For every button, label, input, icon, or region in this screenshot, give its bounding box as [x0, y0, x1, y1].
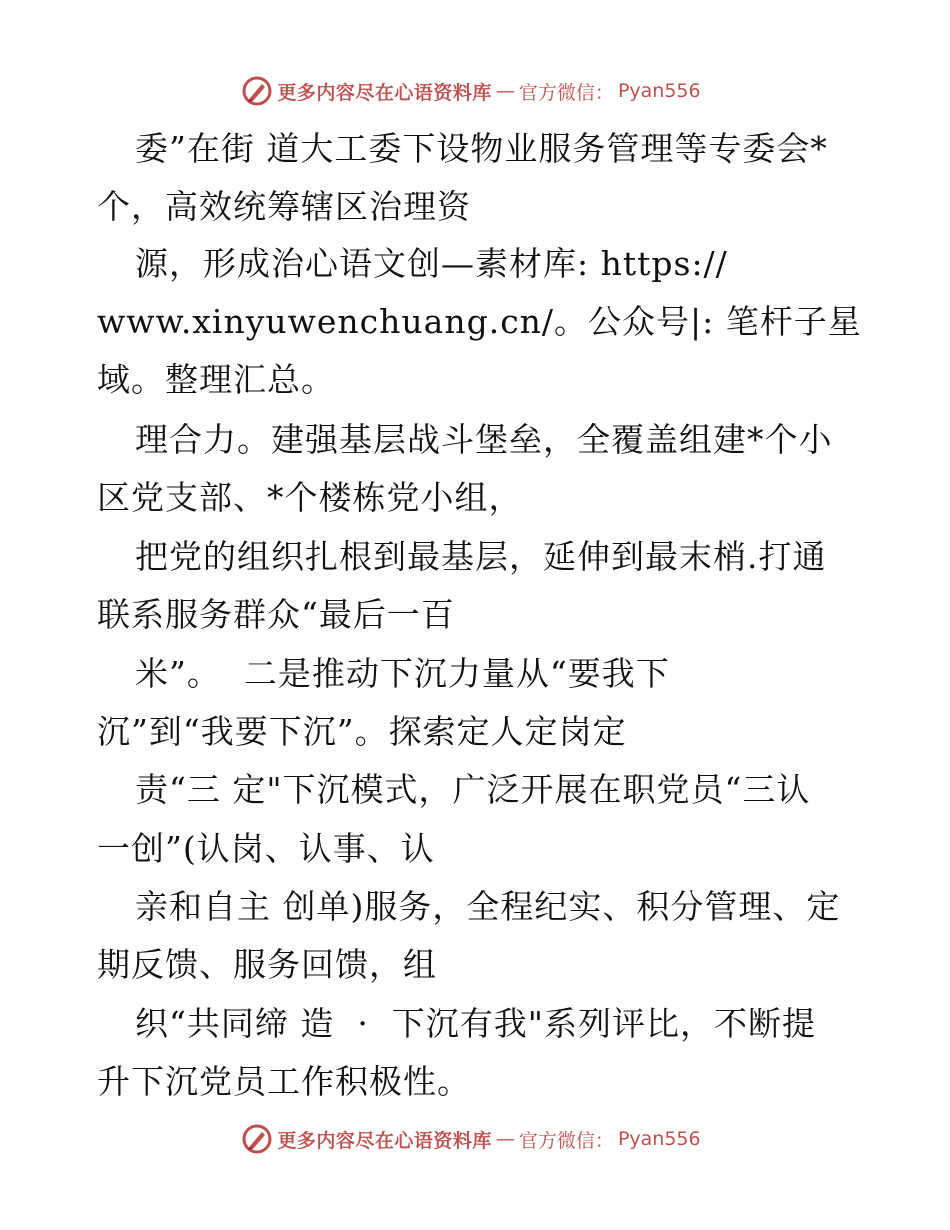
- body-line: 区党支部、*个楼栋党小组，: [97, 478, 523, 517]
- body-line: 织“共同缔 造 · 下沉有我"系列评比，不断提: [135, 1004, 816, 1043]
- body-line: 联系服务群众“最后一百: [97, 595, 455, 634]
- header-watermark: [0, 71, 950, 111]
- body-line: 米”。 二是推动下沉力量从“要我下: [135, 654, 670, 693]
- body-line: 域。整理汇总。: [97, 360, 335, 399]
- body-line: 一创”(认岗、认事、认: [97, 829, 435, 868]
- body-line: 源，形成治心语文创—素材库: https://: [135, 244, 728, 283]
- watermark-wechat-id: Pyan556: [617, 80, 701, 102]
- watermark-wechat-id: Pyan556: [617, 1128, 701, 1150]
- body-line: 个，高效统筹辖区治理资: [97, 187, 471, 226]
- pen-logo-icon: [241, 1123, 273, 1155]
- body-line: 沉”到“我要下沉”。探索定人定岗定: [97, 712, 627, 751]
- body-line: 把党的组织扎根到最基层，延伸到最末梢.打通: [135, 537, 827, 576]
- watermark-text: 更多内容尽在心语资料库: [277, 1129, 492, 1152]
- watermark-wechat-label: 官方微信：: [518, 81, 614, 104]
- watermark-dash: —: [495, 80, 515, 102]
- watermark-wechat-label: 官方微信：: [518, 1129, 614, 1152]
- body-line: 责“三 定"下沉模式，广泛开展在职党员“三认: [135, 770, 811, 809]
- body-line: 委”在街 道大工委下设物业服务管理等专委会*: [135, 129, 828, 168]
- body-line: 理合力。建强基层战斗堡垒，全覆盖组建*个小: [135, 420, 833, 459]
- watermark-dash: —: [495, 1128, 515, 1150]
- pen-logo-icon: [241, 75, 273, 107]
- footer-watermark: [0, 1119, 950, 1159]
- body-line: 升下沉党员工作积极性。: [97, 1062, 471, 1101]
- body-line: www.xinyuwenchuang.cn/。公众号|: 笔杆子星: [97, 302, 862, 341]
- body-line: 期反馈、服务回馈，组: [97, 945, 437, 984]
- watermark-text: 更多内容尽在心语资料库: [277, 81, 492, 104]
- body-line: 亲和自主 创单)服务，全程纪实、积分管理、定: [135, 887, 841, 926]
